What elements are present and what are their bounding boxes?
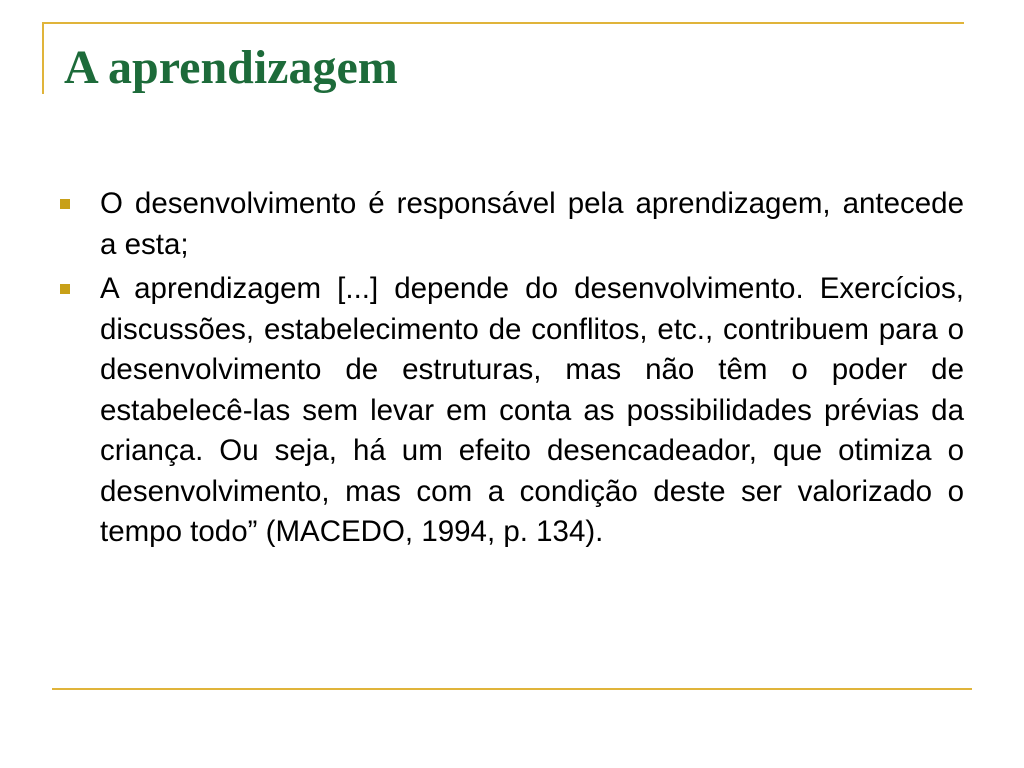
slide-title: A aprendizagem: [64, 41, 398, 94]
bullet-text: A aprendizagem [...] depende do desenvolvimento. Exercícios, discussões, estabelecimento de conflitos, etc., contribuem para o desenvolvimento de estruturas, mas não têm o poder de estabelecê-las sem levar em conta as possibilidades prévias da criança. Ou seja, há um efeito desencadeador, que otimiza o desenvolvimento, mas com a condição deste ser valorizado o tempo todo” (MACEDO, 1994, p. 134).: [100, 272, 964, 548]
top-accent-line: [42, 22, 964, 24]
bullet-item-1: [60, 184, 964, 265]
square-bullet-icon: [60, 284, 70, 294]
bottom-accent-line: [52, 688, 972, 690]
bullet-list: [60, 184, 964, 557]
bullet-text: O desenvolvimento é responsável pela aprendizagem, antecede a esta;: [100, 187, 964, 261]
left-accent-line: [42, 22, 44, 94]
square-bullet-icon: [60, 199, 70, 209]
bullet-item-2: [60, 269, 964, 553]
